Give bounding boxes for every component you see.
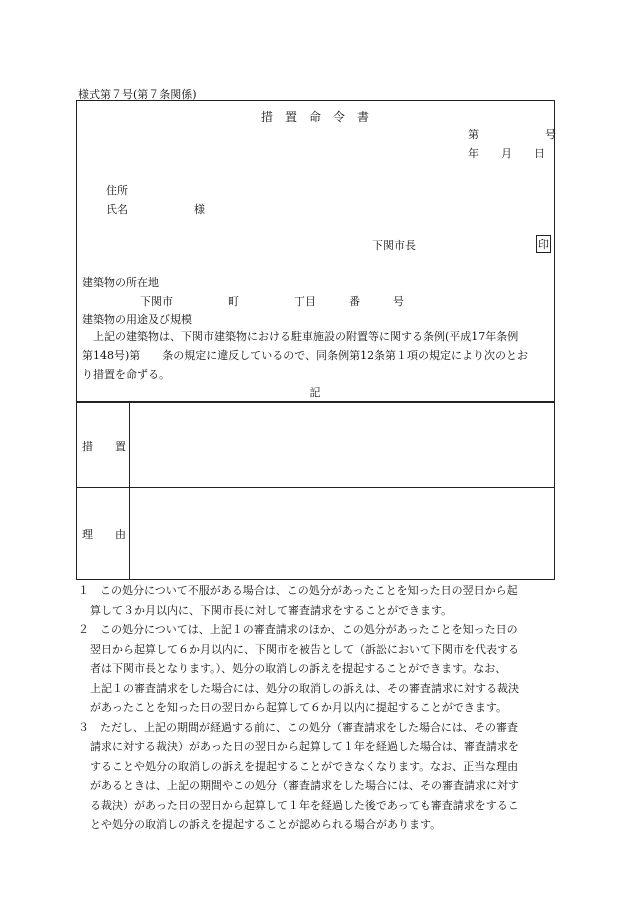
note-number: １	[78, 584, 89, 597]
date-line: 年 月 日	[468, 147, 545, 160]
row-label-reason: 理 由	[82, 528, 126, 541]
table-row-divider	[76, 487, 555, 488]
note-line: この処分については、上記１の審査請求のほか、この処分があったことを知った日の	[100, 623, 518, 636]
name-line: 氏名 様	[106, 203, 205, 216]
note-line: することや処分の取消しの訴えを提起することができなくなります。なお、正当な理由	[90, 759, 519, 773]
address-label: 住所	[106, 184, 128, 197]
note-line: 翌日から起算して６か月以内に、下関市を被告として（訴訟において下関市を代表する	[90, 642, 519, 656]
issuer: 下関市長	[372, 239, 416, 252]
number-line: 第 号	[468, 128, 556, 141]
note-line: 請求に対する裁決）があった日の翌日から起算して１年を経過した場合は、審査請求を	[90, 740, 519, 753]
document-title: 措 置 命 令 書	[260, 110, 369, 124]
body-text-line-3: り措置を命ずる。	[82, 368, 170, 381]
form-label: 様式第７号(第７条関係)	[78, 88, 197, 101]
measures-table	[76, 402, 555, 580]
table-column-divider	[129, 402, 130, 580]
note-line: があったことを知った日の翌日から起算して６か月以内に提起することができます。	[90, 701, 508, 714]
row-label-measures: 措 置	[82, 440, 126, 453]
location-line: 下関市 町 丁目 番 号	[140, 295, 404, 308]
note-line: 上記１の審査請求をした場合には、処分の取消しの訴えは、その審査請求に対する裁決	[90, 681, 519, 695]
note-line: ただし、上記の期間が経過する前に、この処分（審査請求をした場合には、その審査	[100, 720, 518, 734]
body-text-line-1: 上記の建築物は、下関市建築物における駐車施設の附置等に関する条例(平成17年条例	[82, 330, 519, 343]
location-label: 建築物の所在地	[82, 276, 159, 289]
note-line: があるときは、上記の期間やこの処分（審査請求をした場合には、その審査請求に対す	[90, 779, 519, 792]
body-text-line-2: 第148号)第 条の規定に違反しているので、同条例第12条第１項の規定により次のとお	[82, 349, 529, 362]
note-line: とや処分の取消しの訴えを提起することが認められる場合があります。	[90, 818, 442, 831]
seal-stamp: 印	[536, 235, 551, 253]
note-number: ３	[78, 720, 89, 734]
ki-heading: 記	[309, 386, 321, 399]
usage-label: 建築物の用途及び規模	[82, 313, 192, 326]
note-line: 者は下関市長となります。）、処分の取消しの訴えを提起することができます。なお、	[90, 662, 507, 675]
note-line: る裁決）があった日の翌日から起算して１年を経過した後であっても審査請求をするこ	[90, 798, 519, 812]
note-line: 算して３か月以内に、下関市長に対して審査請求をすることができます。	[90, 603, 453, 617]
note-number: ２	[78, 623, 89, 636]
note-line: この処分について不服がある場合は、この処分があったことを知った日の翌日から起	[100, 584, 518, 597]
